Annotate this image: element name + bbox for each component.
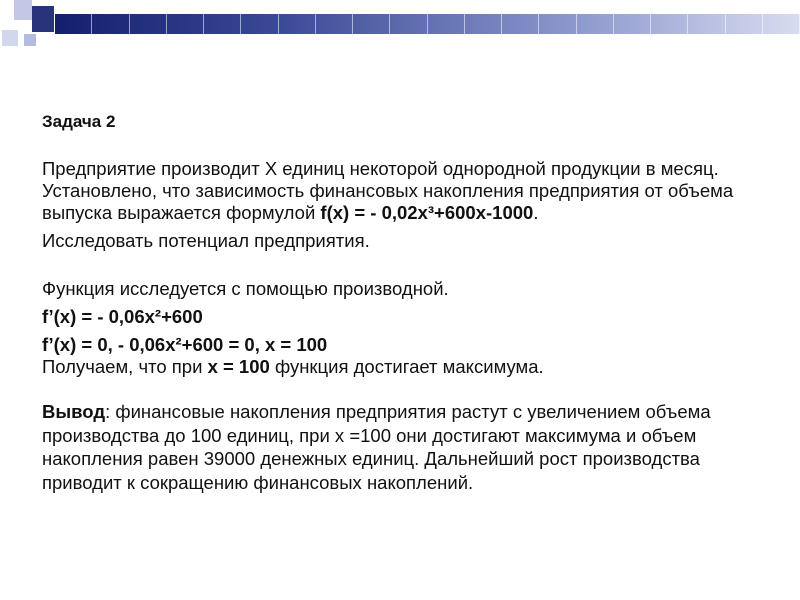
task-title: Задача 2	[42, 112, 116, 131]
slide-content	[42, 112, 742, 494]
decor-square	[2, 30, 18, 46]
solution-method: Функция исследуется с помощью производной.	[42, 278, 449, 299]
result-prefix: Получаем, что при	[42, 356, 208, 377]
solution-result	[42, 356, 742, 378]
conclusion-label: Вывод	[42, 401, 106, 422]
decor-square	[14, 0, 32, 20]
conclusion	[42, 400, 742, 494]
solution-equation: f’(x) = 0, - 0,06x²+600 = 0, x = 100	[42, 334, 328, 355]
result-x: x = 100	[207, 356, 270, 377]
result-suffix: функция достигает максимума.	[269, 356, 544, 377]
task-formula: f(x) = - 0,02x³+600x-1000	[320, 202, 534, 223]
conclusion-text: : финансовые накопления предприятия растут с увеличением объема производства до 100 единиц, при х =100 они достигают максимума и объем накопления равен 39000 денежных единиц. Дальнейший рост производства приводит к сокращению финансовых накоплений.	[42, 401, 711, 493]
decor-square	[32, 6, 54, 32]
task-intro: Предприятие производит Х единиц некоторой однородной продукции в месяц. Установлено, что зависимость финансовых накопления предприятия от объема выпуска выражается формулой	[42, 158, 734, 223]
task-investigate: Исследовать потенциал предприятия.	[42, 230, 370, 251]
decor-square	[24, 34, 36, 46]
header-gradient-bar	[55, 14, 800, 34]
solution-derivative: f’(x) = - 0,06x²+600	[42, 306, 203, 327]
conclusion-paragraph	[42, 400, 742, 494]
task-statement	[42, 158, 742, 224]
task-intro-end: .	[533, 202, 539, 223]
